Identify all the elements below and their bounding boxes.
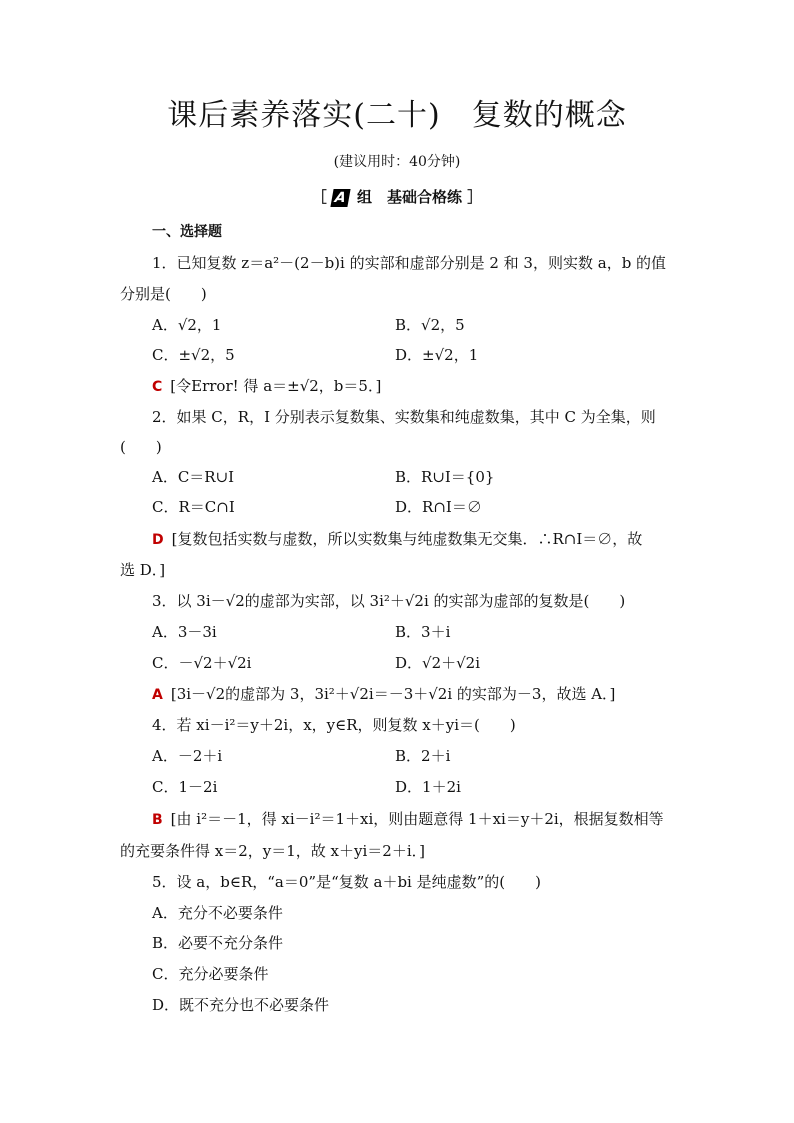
answer-3 <box>152 683 615 706</box>
question-1-stem: 1．已知复数 z＝a²－(2－b)i 的实部和虚部分别是 2 和 3，则实数 a，b 的值 <box>152 254 667 272</box>
answer-4 <box>152 808 664 831</box>
question-4-option-b: B．2＋i <box>395 747 451 765</box>
answer-1-explanation: [令Error! 得 a＝±√2，b＝5．] <box>170 377 382 395</box>
question-1-option-d: D．±√2，1 <box>395 346 479 364</box>
question-4-option-c: C．1－2i <box>152 778 218 796</box>
group-bracket-open: ［ <box>311 188 327 206</box>
group-bracket-close: ］ <box>467 188 483 206</box>
answer-4-explanation: [由 i²＝－1，得 xi－i²＝1＋xi，则由题意得 1＋xi＝y＋2i，根据复数相等 <box>170 810 664 828</box>
question-1-option-b: B．√2，5 <box>395 316 465 334</box>
answer-4-explanation-cont: 的充要条件得 x＝2，y＝1，故 x＋yi＝2＋i．] <box>120 842 425 860</box>
question-1-option-c: C．±√2，5 <box>152 346 235 364</box>
question-3-stem: 3．以 3i－√2的虚部为实部，以 3i²＋√2i 的实部为虚部的复数是( ) <box>152 592 626 610</box>
question-2-stem-cont: ( ) <box>120 438 162 456</box>
answer-2-explanation-cont: 选 D．] <box>120 561 166 579</box>
question-2-option-d: D．R∩I＝∅ <box>395 498 482 516</box>
page-title: 课后素养落实(二十) 复数的概念 <box>167 98 627 133</box>
question-2-option-b: B．R∪I＝{0} <box>395 468 495 486</box>
answer-3-explanation: [3i－√2的虚部为 3，3i²＋√2i＝－3＋√2i 的实部为－3，故选 A．] <box>170 685 616 703</box>
question-5-option-a: A．充分不必要条件 <box>152 904 283 922</box>
question-1-stem-cont: 分别是( ) <box>120 285 207 303</box>
question-3-option-b: B．3＋i <box>395 623 451 641</box>
answer-2 <box>152 528 642 551</box>
group-heading <box>0 184 794 210</box>
group-label: 组 基础合格练 <box>357 188 463 206</box>
question-5-option-c: C．充分必要条件 <box>152 965 269 983</box>
question-2-option-a: A．C＝R∪I <box>152 468 235 486</box>
question-2-option-c: C．R＝C∩I <box>152 498 235 516</box>
question-3-option-d: D．√2＋√2i <box>395 654 481 672</box>
question-4-option-a: A．－2＋i <box>152 747 223 765</box>
question-5-stem: 5．设 a，b∈R，“a＝0”是“复数 a＋bi 是纯虚数”的( ) <box>152 873 541 891</box>
question-2-stem: 2．如果 C，R，I 分别表示复数集、实数集和纯虚数集，其中 C 为全集，则 <box>152 408 656 426</box>
question-5-option-b: B．必要不充分条件 <box>152 934 284 952</box>
answer-2-explanation: [复数包括实数与虚数，所以实数集与纯虚数集无交集．∴R∩I＝∅，故 <box>171 530 643 548</box>
answer-3-letter: A <box>152 687 163 703</box>
question-4-option-d: D．1＋2i <box>395 778 461 796</box>
question-4-stem: 4．若 xi－i²＝y＋2i，x，y∈R，则复数 x＋yi＝( ) <box>152 716 516 734</box>
answer-4-letter: B <box>152 812 163 828</box>
answer-2-letter: D <box>152 532 164 548</box>
answer-1-letter: C <box>152 379 163 395</box>
group-logo: A <box>330 189 350 207</box>
question-1-option-a: A．√2，1 <box>152 316 222 334</box>
question-3-option-c: C．－√2＋√2i <box>152 654 252 672</box>
question-3-option-a: A．3－3i <box>152 623 217 641</box>
question-5-option-d: D．既不充分也不必要条件 <box>152 996 330 1014</box>
suggested-time: (建议用时：40分钟) <box>333 154 461 170</box>
section-heading: 一、选择题 <box>152 224 222 240</box>
answer-1 <box>152 375 381 398</box>
